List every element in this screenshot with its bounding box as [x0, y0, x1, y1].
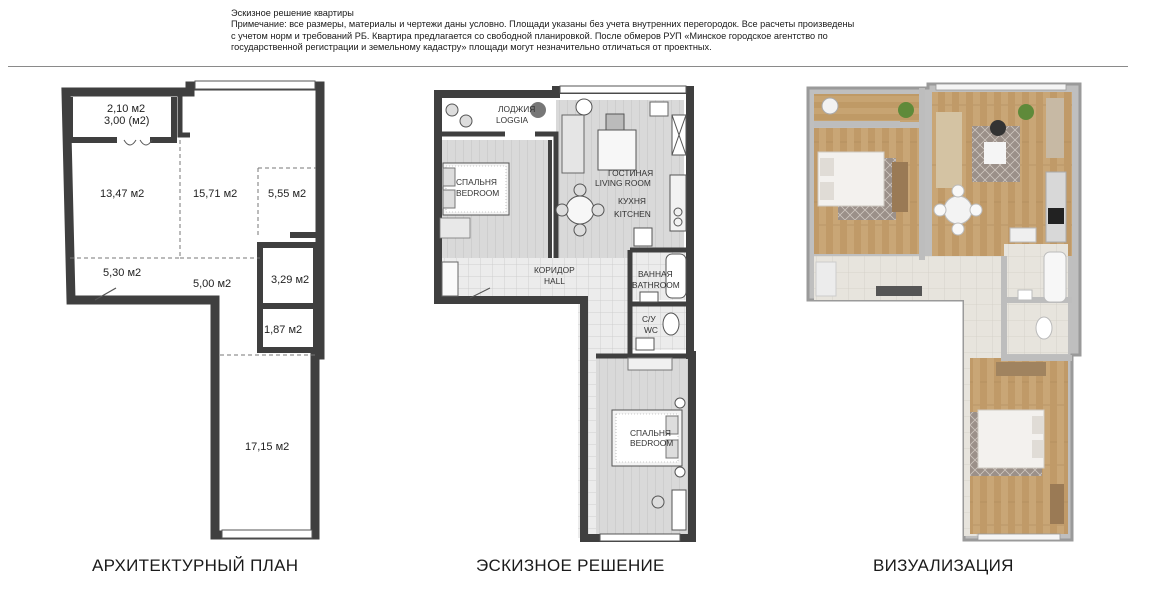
sketch-label-hall-en: HALL	[544, 276, 565, 286]
header-title: Эскизное решение квартиры	[231, 8, 354, 18]
sketch-label-bedroom2-ru: СПАЛЬНЯ	[630, 428, 671, 438]
arch-area-room-center: 15,71 м2	[193, 188, 238, 200]
header-note-line-3: государственной регистрации и земельному кадастру» площади могут незначительно отличаться от проектных.	[231, 41, 712, 52]
caption-architectural-plan: АРХИТЕКТУРНЫЙ ПЛАН	[92, 556, 299, 575]
sketch-label-loggia-ru: ЛОДЖИЯ	[498, 104, 536, 114]
sketch-label-bedroom-en: BEDROOM	[456, 188, 500, 198]
arch-area-bathroom: 3,29 м2	[271, 274, 310, 286]
architectural-plan	[66, 81, 320, 538]
caption-sketch-solution: ЭСКИЗНОЕ РЕШЕНИЕ	[476, 556, 665, 575]
arch-area-room-left: 13,47 м2	[100, 188, 145, 200]
caption-visualization: ВИЗУАЛИЗАЦИЯ	[873, 556, 1014, 575]
visualization-plan	[808, 84, 1080, 540]
arch-area-wc: 1,87 м2	[264, 324, 303, 336]
sketch-label-living-en: LIVING ROOM	[595, 178, 651, 188]
sketch-label-wc-ru: С/У	[642, 314, 656, 324]
arch-outer-wall	[66, 86, 320, 535]
sketch-label-kitchen-ru: КУХНЯ	[618, 196, 646, 206]
sketch-label-kitchen-en: KITCHEN	[614, 209, 651, 219]
arch-area-room-bottom: 17,15 м2	[245, 441, 290, 453]
sketch-label-loggia-en: LOGGIA	[496, 115, 529, 125]
arch-window-top	[195, 81, 315, 89]
arch-area-kitchen: 5,55 м2	[268, 188, 307, 200]
sketch-label-wc-en: WC	[644, 325, 658, 335]
sketch-label-bedroom-ru: СПАЛЬНЯ	[456, 177, 497, 187]
arch-window-bottom	[222, 530, 312, 538]
arch-area-loggia-2: 3,00 (м2)	[104, 115, 150, 127]
sketch-label-hall-ru: КОРИДОР	[534, 265, 575, 275]
arch-area-corridor-left: 5,30 м2	[103, 267, 142, 279]
sketch-label-bath-en: BATHROOM	[632, 280, 680, 290]
header-note-line-1: Примечание: все размеры, материалы и чертежи даны условно. Площади указаны без учета внутренних перегородок. Все расчеты произведены	[231, 19, 855, 30]
sketch-label-bath-ru: ВАННАЯ	[638, 269, 673, 279]
sketch-label-living-ru: ГОСТИНАЯ	[608, 168, 654, 178]
sketch-label-bedroom2-en: BEDROOM	[630, 438, 674, 448]
arch-area-corridor: 5,00 м2	[193, 278, 232, 290]
header-note-line-2: с учетом норм и требований РБ. Квартира предлагается со свободной планировкой. После обмеров РУП «Минское городское агентство по	[231, 30, 828, 41]
sketch-plan	[438, 86, 692, 541]
arch-area-loggia-1: 2,10 м2	[107, 103, 146, 115]
